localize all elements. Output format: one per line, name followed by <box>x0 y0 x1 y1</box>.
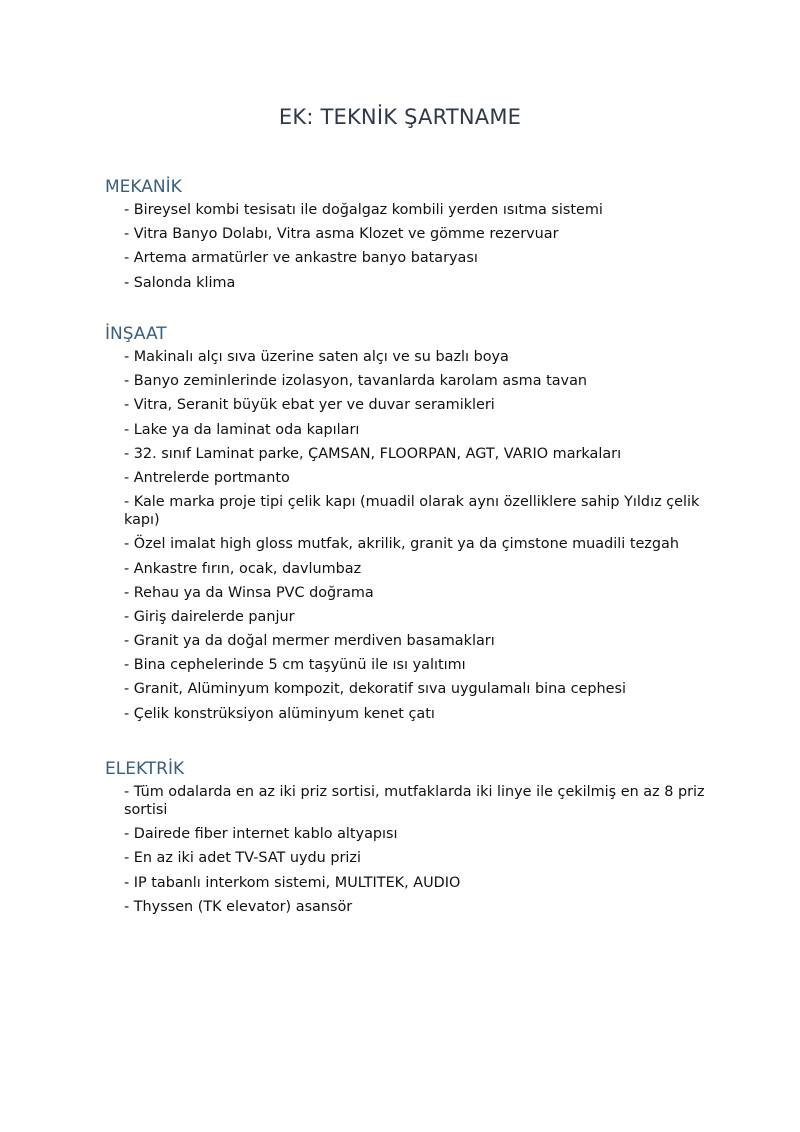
section-heading: İNŞAAT <box>105 324 167 344</box>
item-list <box>105 201 725 292</box>
list-item: - Çelik konstrüksiyon alüminyum kenet çatı <box>124 705 435 722</box>
list-item: - Makinalı alçı sıva üzerine saten alçı ve su bazlı boya <box>124 349 509 365</box>
item-list <box>105 783 725 916</box>
list-item: - Granit ya da doğal mermer merdiven basamakları <box>124 633 495 650</box>
list-item: - Lake ya da laminat oda kapıları <box>124 421 360 438</box>
list-item: - Dairede fiber internet kablo altyapısı <box>124 826 398 843</box>
list-item: - Özel imalat high gloss mutfak, akrilik, granit ya da çimstone muadili tezgah <box>124 536 679 553</box>
list-item: - Bina cephelerinde 5 cm taşyünü ile ısı yalıtımı <box>124 657 466 674</box>
list-item: - IP tabanlı interkom sistemi, MULTITEK, AUDIO <box>124 874 461 891</box>
list-item: - Salonda klima <box>124 274 236 291</box>
list-item: - Kale marka proje tipi çelik kapı (muadil olarak aynı özelliklere sahip Yıldız çelik kapı) <box>124 494 700 529</box>
list-item: - En az iki adet TV-SAT uydu prizi <box>124 850 361 867</box>
section-mekanik <box>105 176 725 298</box>
list-item: - Artema armatürler ve ankastre banyo bataryası <box>124 250 478 267</box>
list-item: - Tüm odalarda en az iki priz sortisi, mutfaklarda iki linye ile çekilmiş en az 8 priz sortisi <box>124 784 705 818</box>
list-item: - 32. sınıf Laminat parke, ÇAMSAN, FLOORPAN, AGT, VARIO markaları <box>124 445 622 462</box>
section-heading: ELEKTRİK <box>105 759 185 779</box>
list-item: - Ankastre fırın, ocak, davlumbaz <box>124 560 362 577</box>
list-item: - Granit, Alüminyum kompozit, dekoratif sıva uygulamalı bina cephesi <box>124 681 626 698</box>
list-item: - Bireysel kombi tesisatı ile doğalgaz kombili yerden ısıtma sistemi <box>124 202 603 218</box>
section-heading: MEKANİK <box>105 177 182 197</box>
list-item: - Giriş dairelerde panjur <box>124 608 295 625</box>
list-item: - Vitra, Seranit büyük ebat yer ve duvar seramikleri <box>124 397 495 414</box>
section-elektrik <box>105 758 725 922</box>
list-item: - Rehau ya da Winsa PVC doğrama <box>124 584 374 601</box>
list-item: - Antrelerde portmanto <box>124 469 290 486</box>
list-item: - Vitra Banyo Dolabı, Vitra asma Klozet ve gömme rezervuar <box>124 226 559 243</box>
item-list <box>105 348 725 723</box>
document-title: EK: TEKNİK ŞARTNAME <box>278 105 522 129</box>
section-insaat <box>105 323 725 729</box>
list-item: - Banyo zeminlerinde izolasyon, tavanlarda karolam asma tavan <box>124 373 588 390</box>
list-item: - Thyssen (TK elevator) asansör <box>124 898 353 915</box>
